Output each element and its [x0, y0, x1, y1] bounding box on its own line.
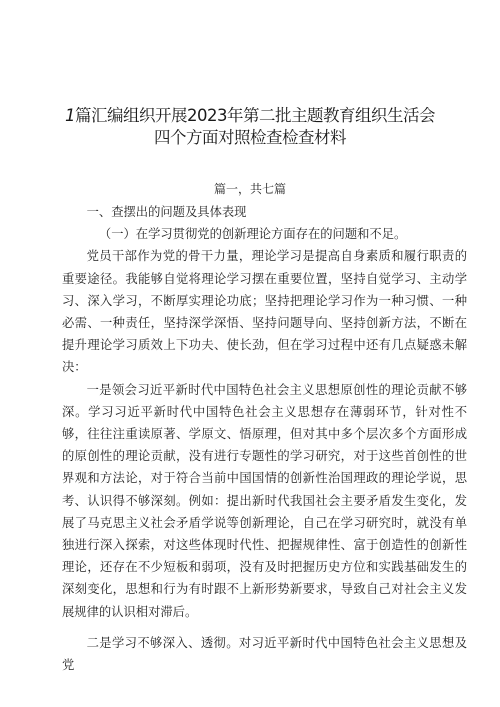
document-title-line-1 — [0, 102, 500, 126]
section-heading: 一、查摆出的问题及具体表现 — [86, 205, 247, 219]
body-paragraph: 党员干部作为党的骨干力量，理论学习是提高自身素质和履行职责的重要途径。我能够自觉将理论学习摆在重要位置，坚持自觉学习、主动学习、深入学习，不断厚实理论功底；坚持把理论学习作为一种习惯、一种必需、一种责任，坚持深学深悟、坚持问题导向、坚持创新方法，不断在提升理论学习质效上下功夫、使长劲，但在学习过程中还有几点疑惑未解决： — [62, 249, 467, 375]
body-paragraph: 二是学习不够深入、透彻。对习近平新时代中国特色社会主义思想及党 — [62, 635, 467, 673]
title-line-1-text: 篇汇编组织开展2023年第二批主题教育组织生活会 — [75, 106, 435, 125]
body-paragraph: 一是领会习近平新时代中国特色社会主义思想原创性的理论贡献不够深。学习习近平新时代中国特色社会主义思想存在薄弱环节，针对性不够，往往注重读原著、学原文、悟原理，但对其中多个层次多个方面形成的原创性的理论贡献，没有进行专题性的学习研究，对于这些首创性的世界观和方法论，对于符合当前中国国情的创新性治国理政的理论学说，思考、认识得不够深刻。例如：提出新时代我国社会主要矛盾发生变化，发展了马克思主义社会矛盾学说等创新理论，自己在学习研究时，就没有单独进行深入探索，对这些体现时代性、把握规律性、富于创造性的创新性理论，还存在不少短板和弱项，没有及时把握历史方位和实践基础发生的深刻变化，思想和行为有时跟不上新形势新要求，导致自己对社会主义发展规律的认识相对滞后。 — [62, 382, 467, 619]
title-number: 1 — [65, 106, 75, 125]
document-body — [62, 201, 467, 676]
document-title-line-2: 四个方面对照检查检查材料 — [154, 128, 346, 147]
section-subtitle: 篇一，共七篇 — [213, 182, 286, 196]
subsection-heading: （一）在学习贯彻党的创新理论方面存在的问题和不足。 — [98, 227, 407, 242]
